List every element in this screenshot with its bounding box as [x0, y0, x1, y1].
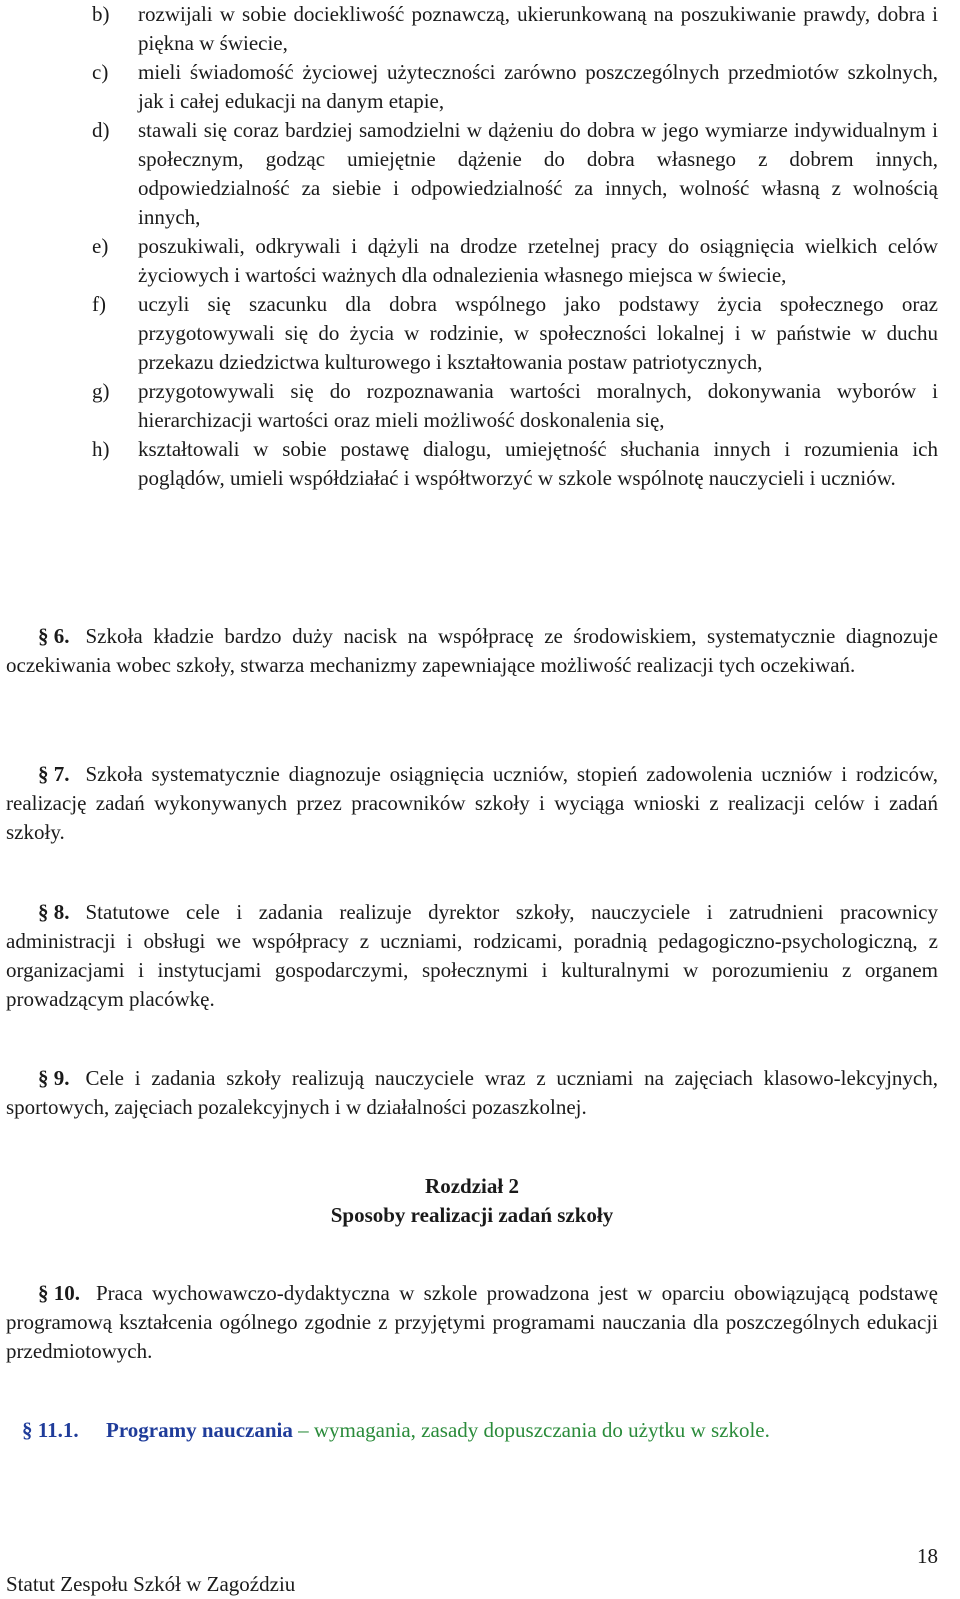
paragraph-text: Statutowe cele i zadania realizuje dyrektor szkoły, nauczyciele i zatrudnieni pracownicy administracji i obsługi we współpracy z uczniami, rodzicami, poradnią pedagogiczno-psychologiczną, z organizacjami i instytucjami gospodarczymi, społecznymi i kulturalnymi w porozumieniu z organem prowadzącym placówkę. — [6, 900, 938, 1011]
paragraph-7 — [6, 760, 938, 847]
list-item-text: mieli świadomość życiowej użyteczności zarówno poszczególnych przedmiotów szkolnych, jak i całej edukacji na danym etapie, — [138, 60, 938, 113]
paragraph-text: Praca wychowawczo-dydaktyczna w szkole prowadzona jest w oparciu obowiązującą podstawę programową kształcenia ogólnego zgodnie z przyjętymi programami nauczania dla poszczególnych edukacji przedmiotowych. — [6, 1281, 938, 1363]
list-item-text: poszukiwali, odkrywali i dążyli na drodze rzetelnej pracy do osiągnięcia wielkich celów życiowych i wartości ważnych dla odnalezienia własnego miejsca w świecie, — [138, 234, 938, 287]
list-marker: h) — [92, 437, 110, 461]
paragraph-11 — [22, 1416, 938, 1445]
list-item-text: rozwijali w sobie dociekliwość poznawczą, ukierunkowaną na poszukiwanie prawdy, dobra i piękna w świecie, — [138, 2, 938, 55]
list-item — [92, 377, 938, 435]
paragraph-number: § 7. — [38, 762, 70, 786]
paragraph-text: Szkoła kładzie bardzo duży nacisk na współpracę ze środowiskiem, systematycznie diagnozuje oczekiwania wobec szkoły, stwarza mechanizmy zapewniające możliwość realizacji tych oczekiwań. — [6, 624, 938, 677]
list-item-text: uczyli się szacunku dla dobra wspólnego jako podstawy życia społecznego oraz przygotowywali się do życia w rodzinie, w społeczności lokalnej i w państwie w duchu przekazu dziedzictwa kulturowego i kształtowania postaw patriotycznych, — [138, 292, 938, 374]
paragraph-number: § 10. — [38, 1281, 80, 1305]
paragraph-10 — [6, 1279, 938, 1366]
list-item-text: kształtowali w sobie postawę dialogu, umiejętność słuchania innych i rozumienia ich poglądów, umieli współdziałać i współtworzyć w szkole wspólnotę nauczycieli i uczniów. — [138, 437, 938, 490]
list-item-text: stawali się coraz bardziej samodzielni w dążeniu do dobra w jego wymiarze indywidualnym i społecznym, godząc umiejętnie dążenie do dobra własnego z dobrem innych, odpowiedzialność za siebie i odpowiedzialność za innych, wolność własną z wolnością innych, — [138, 118, 938, 229]
list-marker: c) — [92, 60, 109, 84]
objectives-list — [92, 0, 938, 493]
list-item — [92, 290, 938, 377]
paragraph-number: § 6. — [38, 624, 70, 648]
list-marker: f) — [92, 292, 106, 316]
list-item — [92, 435, 938, 493]
paragraph-number: § 8. — [38, 900, 70, 924]
chapter-title: Sposoby realizacji zadań szkoły — [330, 1203, 614, 1227]
chapter-label: Rozdział 2 — [425, 1174, 519, 1198]
paragraph-6 — [6, 622, 938, 680]
list-item — [92, 232, 938, 290]
paragraph-text: Szkoła systematycznie diagnozuje osiągnięcia uczniów, stopień zadowolenia uczniów i rodziców, realizację zadań wykonywanych przez pracowników szkoły i wyciąga wnioski z realizacji celów i zadań szkoły. — [6, 762, 938, 844]
list-item — [92, 116, 938, 232]
list-item — [92, 0, 938, 58]
page-number: 18 — [917, 1544, 938, 1568]
paragraph-number: § 11.1. — [22, 1418, 79, 1442]
list-item — [92, 58, 938, 116]
list-item-text: przygotowywali się do rozpoznawania wartości moralnych, dokonywania wyborów i hierarchizacji wartości oraz mieli możliwość doskonalenia się, — [138, 379, 938, 432]
paragraph-text: – wymagania, zasady dopuszczania do użytku w szkole. — [292, 1418, 770, 1442]
list-marker: g) — [92, 379, 110, 403]
paragraph-title: Programy nauczania — [106, 1418, 293, 1442]
paragraph-8 — [6, 898, 938, 1014]
paragraph-9 — [6, 1064, 938, 1122]
paragraph-text: Cele i zadania szkoły realizują nauczyciele wraz z uczniami na zajęciach klasowo-lekcyjnych, sportowych, zajęciach pozalekcyjnych i w działalności pozaszkolnej. — [6, 1066, 938, 1119]
footer-text: Statut Zespołu Szkół w Zagoździu — [6, 1572, 296, 1596]
list-marker: e) — [92, 234, 109, 258]
list-marker: d) — [92, 118, 110, 142]
list-marker: b) — [92, 2, 110, 26]
paragraph-number: § 9. — [38, 1066, 70, 1090]
